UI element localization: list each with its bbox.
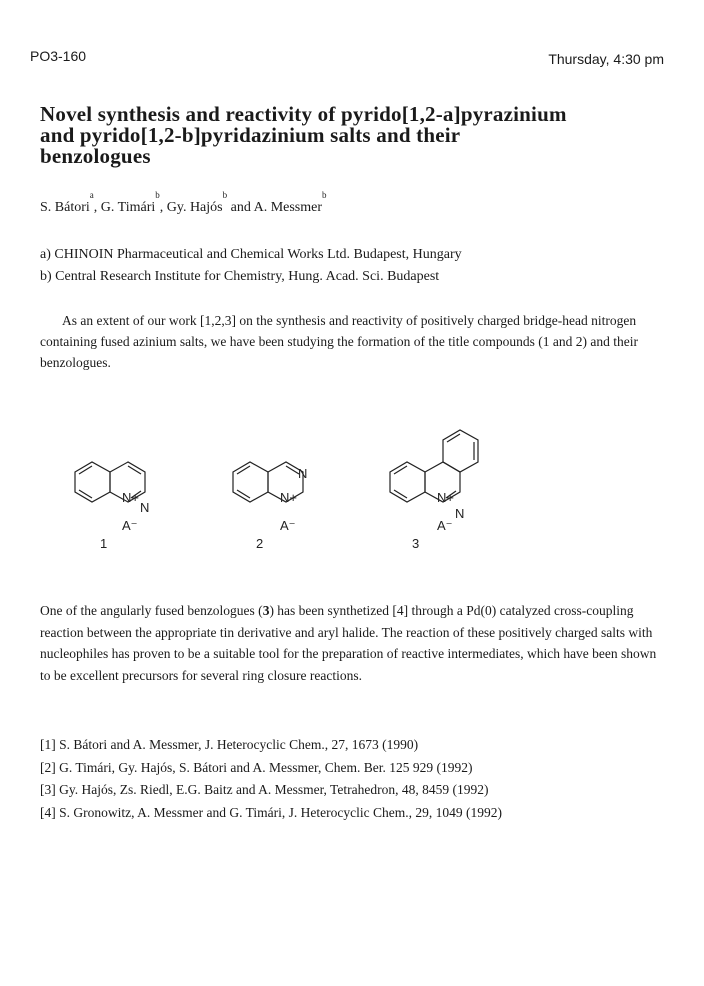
author-superscript: b (222, 190, 228, 200)
reference-2: [2] G. Timári, Gy. Hajós, S. Bátori and A. Messmer, Chem. Ber. 125 929 (1992) (40, 759, 473, 775)
structure-3-number: 3 (412, 536, 420, 550)
affiliation-b: b) Central Research Institute for Chemistry, Hung. Acad. Sci. Budapest (40, 269, 440, 284)
reference-4: [4] S. Gronowitz, A. Messmer and G. Timári, J. Heterocyclic Chem., 29, 1049 (1992) (40, 804, 502, 820)
body-text-start: One of the angularly fused benzologues ( (40, 603, 263, 618)
author-name: G. Timári (100, 200, 156, 215)
author-name: Gy. Hajós (166, 200, 223, 215)
abstract-code: PO3-160 (30, 48, 87, 64)
author-superscript: b (322, 190, 327, 200)
affiliations (40, 244, 462, 288)
structure-3-anion: A⁻ (437, 518, 453, 533)
structure-1-nplus: N+ (122, 490, 139, 505)
reference-3: [3] Gy. Hajós, Zs. Riedl, E.G. Baitz and A. Messmer, Tetrahedron, 48, 8459 (1992) (40, 782, 489, 797)
title-line-1: Novel synthesis and reactivity of pyrido[1,2-a]pyrazinium (40, 102, 567, 126)
structure-1-anion: A⁻ (122, 518, 138, 533)
structure-2-nplus: N+ (280, 490, 297, 505)
author-list: S. Bátori$^a$, G. Timári$^b$, Gy. Hajós$^b$ and A. Messmer$^b$ (40, 190, 327, 215)
author-name: A. Messmer (253, 200, 323, 215)
reference-1: [1] S. Bátori and A. Messmer, J. Heterocyclic Chem., 27, 1673 (1990) (40, 737, 419, 752)
structure-2-number: 2 (256, 536, 264, 550)
intro-paragraph: As an extent of our work [1,2,3] on the synthesis and reactivity of positively charged bridge-head nitrogen containing fused azinium salts, we have been studying the formation of the title compounds (1 and 2) and their benzologues. (40, 313, 638, 370)
title-line-3: benzologues (40, 144, 151, 168)
author-name: S. Bátori (40, 200, 90, 215)
session-time: Thursday, 4:30 pm (548, 51, 664, 67)
body-text-rest: ) has been synthetized [4] through a Pd(0) catalyzed cross-coupling reaction between the appropriate tin derivative and aryl halide. The reaction of these positively charged salts with nucleophiles has proven to be a suitable tool for the preparation of reactive intermediates, which have been shown to be excellent precursors for several ring closure reactions. (40, 603, 657, 683)
compound-number: 3 (262, 603, 270, 618)
author-superscript: a (89, 190, 94, 200)
body-paragraph (40, 600, 660, 686)
structure-2-anion: A⁻ (280, 518, 296, 533)
chemical-structures (60, 410, 560, 550)
references (40, 734, 660, 824)
structure-3-n: N (455, 506, 465, 521)
title-line-2: and pyrido[1,2-b]pyridazinium salts and their (40, 123, 461, 147)
structure-1-n: N (140, 500, 150, 515)
paper-title (40, 104, 660, 167)
affiliation-a: a) CHINOIN Pharmaceutical and Chemical Works Ltd. Budapest, Hungary (40, 247, 462, 262)
author-superscript: b (155, 190, 160, 200)
structure-2-n: N (298, 466, 308, 481)
structure-3-rings (390, 430, 478, 502)
structure-1-number: 1 (100, 536, 108, 550)
structure-3-nplus: N+ (437, 490, 454, 505)
